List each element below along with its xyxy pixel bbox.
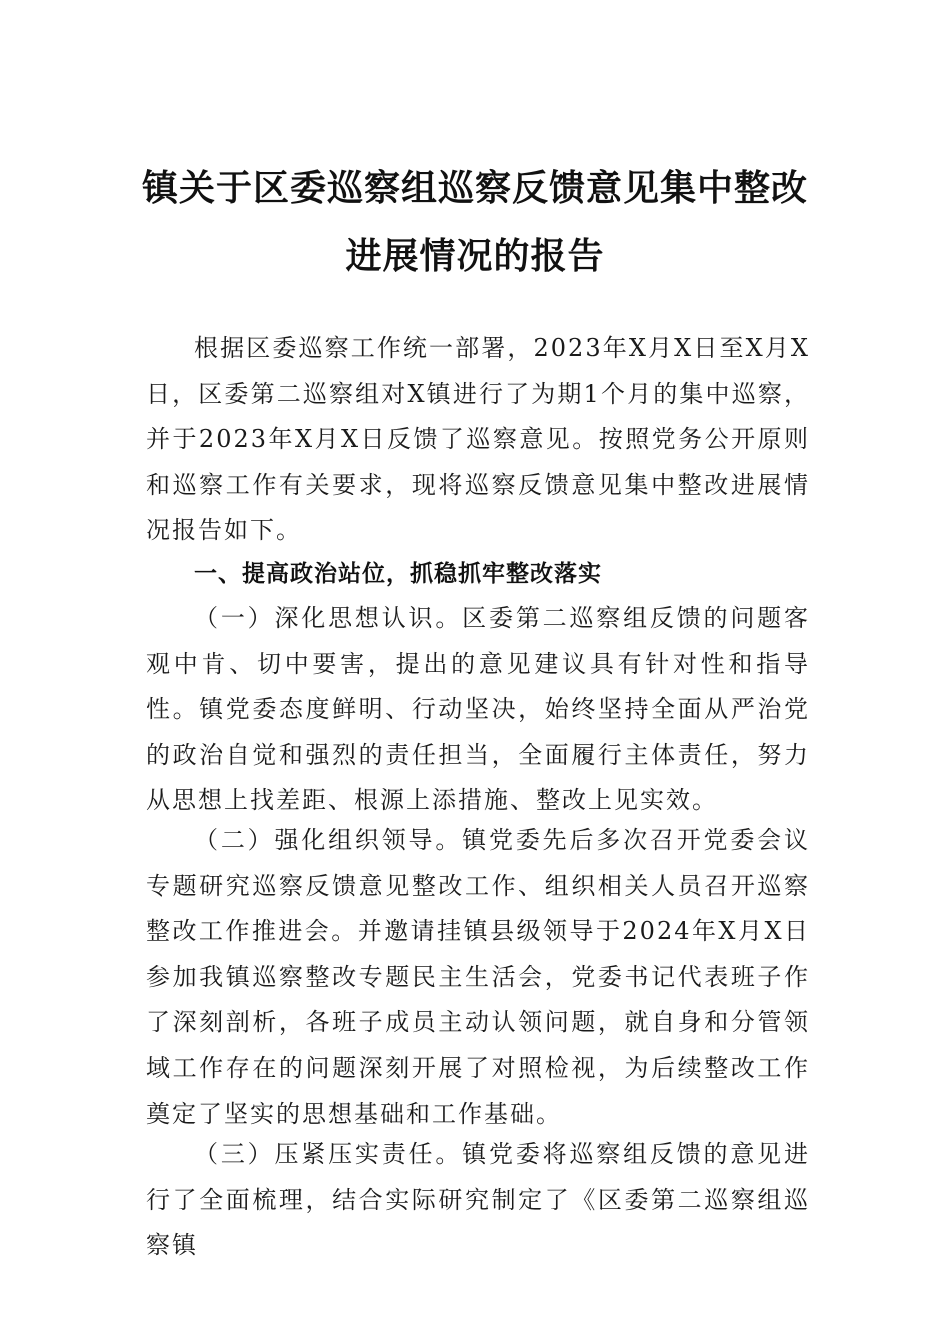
report-title-line-1: 镇关于区委巡察组巡察反馈意见集中整改 <box>141 167 808 209</box>
section-1-paragraph-1: （一）深化思想认识。区委第二巡察组反馈的问题客观中肯、切中要害，提出的意见建议具有针对性和指导性。镇党委态度鲜明、行动坚决，始终坚持全面从严治党的政治自觉和强烈的责任担当，全面履行主体责任，努力从思想上找差距、根源上添措施、整改上见实效。 <box>146 604 810 815</box>
section-1-heading: 一、提高政治站位，抓稳抓牢整改落实 <box>194 561 602 587</box>
report-title-line-2: 进展情况的报告 <box>345 235 605 277</box>
section-1-paragraph-2: （二）强化组织领导。镇党委先后多次召开党委会议专题研究巡察反馈意见整改工作、组织相关人员召开巡察整改工作推进会。并邀请挂镇县级领导于2024年X月X日参加我镇巡察整改专题民主生活会，党委书记代表班子作了深刻剖析，各班子成员主动认领问题，就自身和分管领域工作存在的问题深刻开展了对照检视，为后续整改工作奠定了坚实的思想基础和工作基础。 <box>146 826 810 1128</box>
section-1-paragraph-3: （三）压紧压实责任。镇党委将巡察组反馈的意见进行了全面梳理，结合实际研究制定了《区委第二巡察组巡察镇 <box>146 1140 810 1260</box>
intro-paragraph: 根据区委巡察工作统一部署，2023年X月X日至X月X日，区委第二巡察组对X镇进行了为期1个月的集中巡察，并于2023年X月X日反馈了巡察意见。按照党务公开原则和巡察工作有关要求，现将巡察反馈意见集中整改进展情况报告如下。 <box>146 334 810 545</box>
